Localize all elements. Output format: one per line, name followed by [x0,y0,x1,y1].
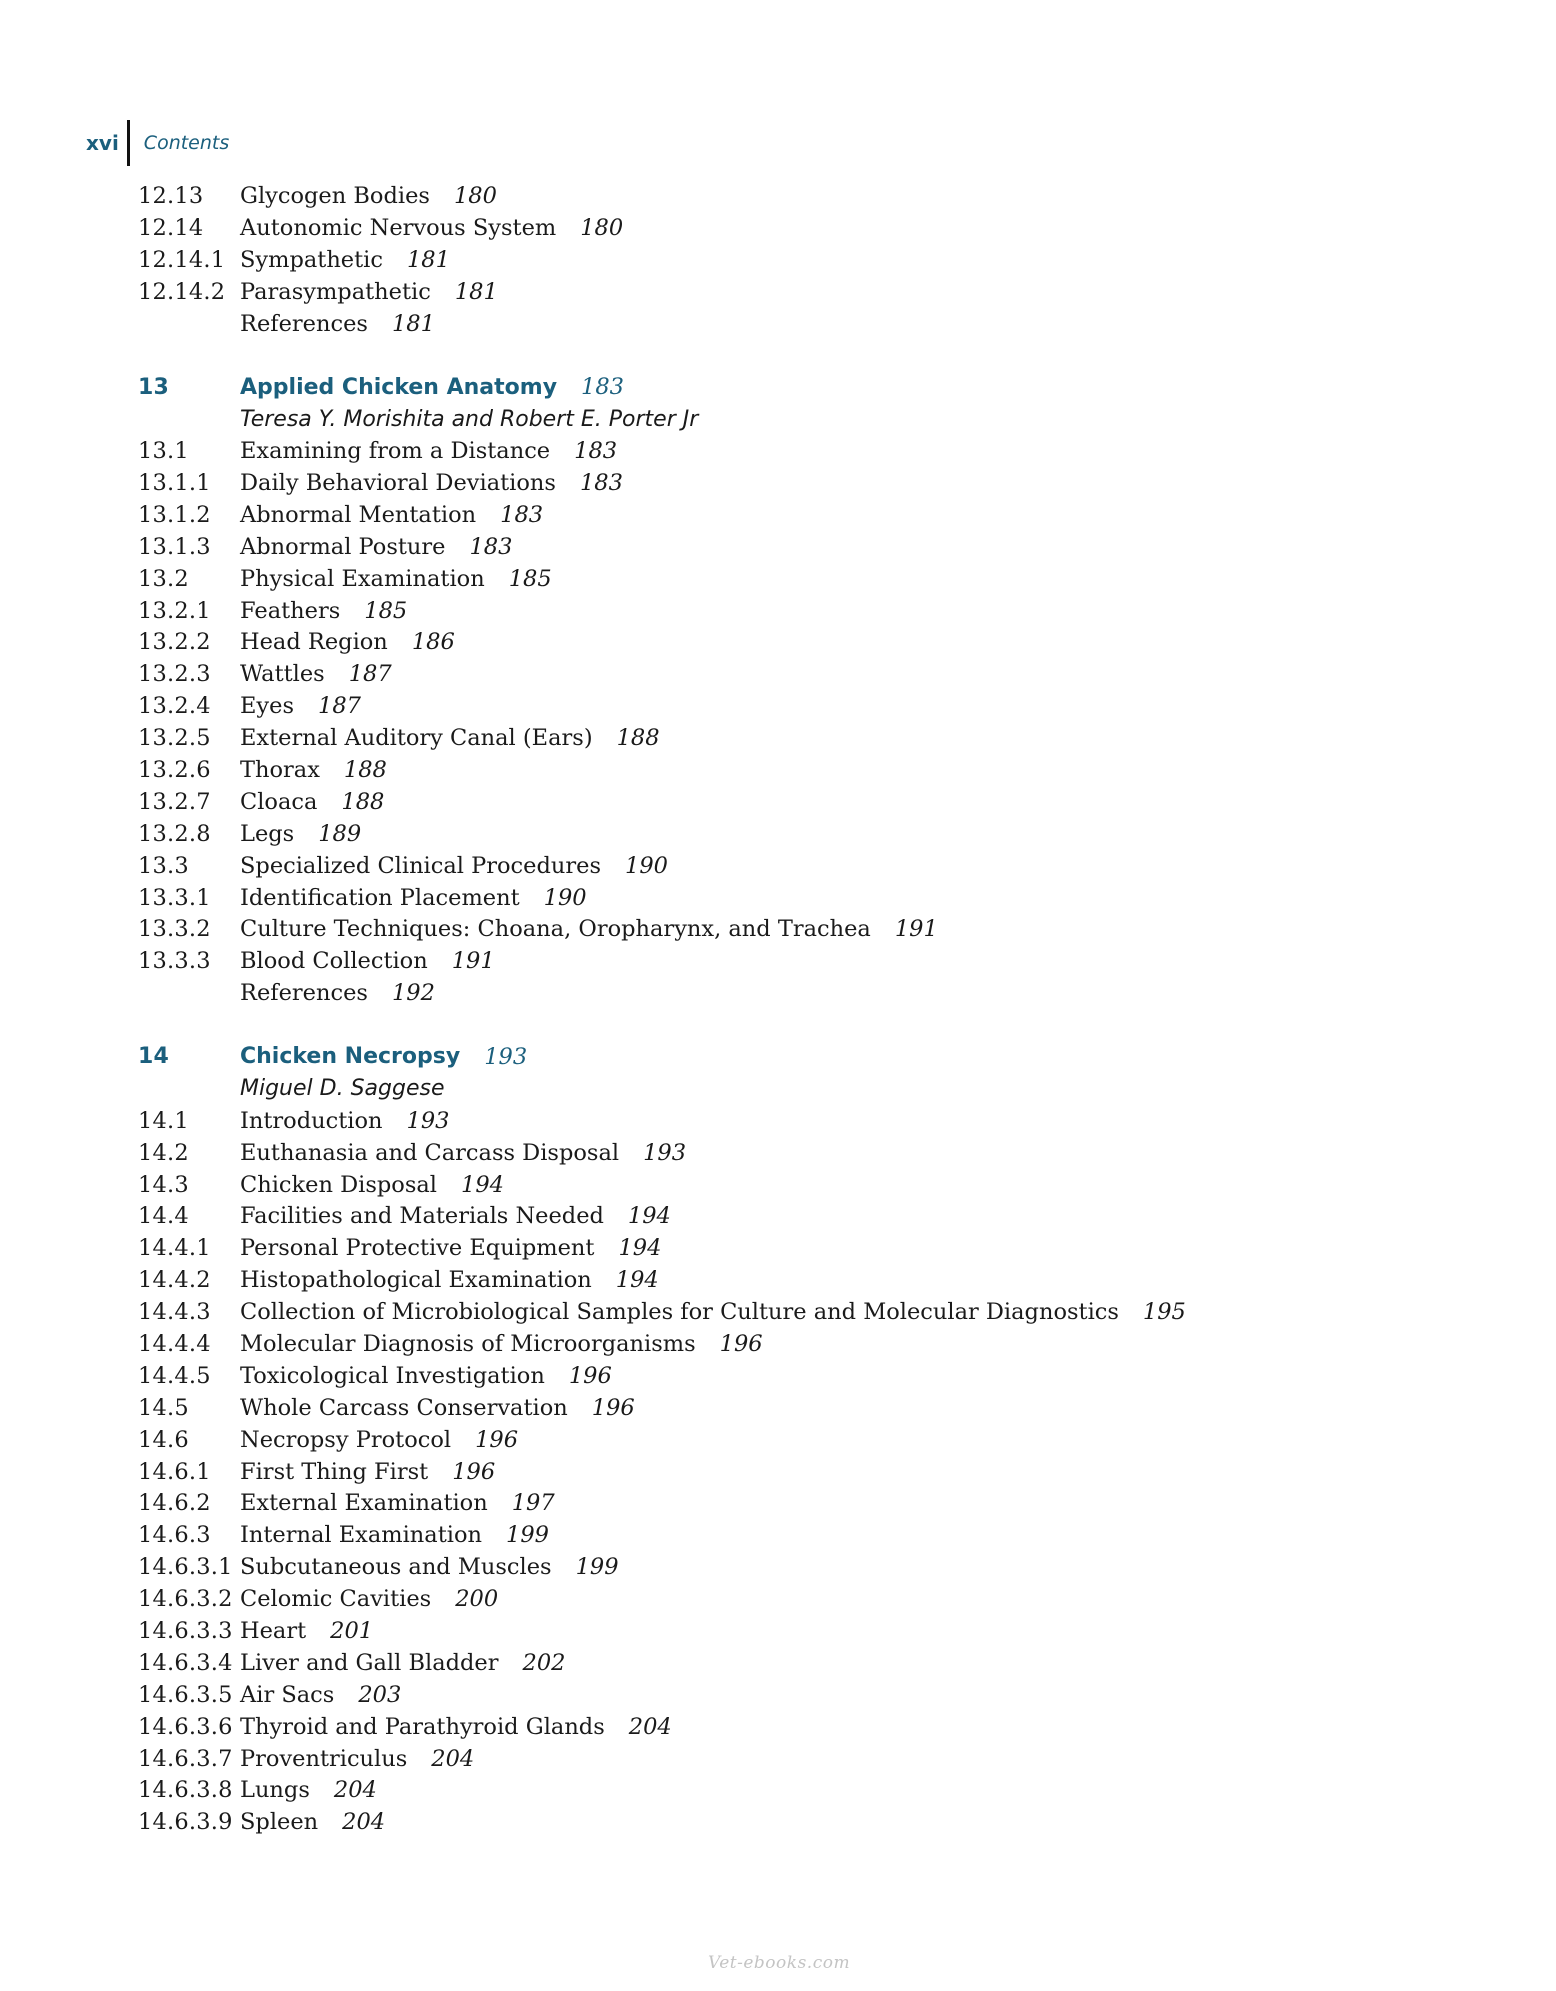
page-number: 194 [461,1171,504,1198]
page-number: 190 [543,884,587,911]
page-number: 204 [342,1809,386,1836]
toc-entry[interactable] [138,1232,1438,1264]
page-number: 181 [406,246,450,273]
section-title: Histopathological Examination [240,1267,592,1294]
toc-entry[interactable] [138,1488,1438,1520]
section-number: 13.2.6 [138,756,211,783]
watermark: Vet-ebooks.com [708,1953,851,1973]
page-number: 193 [406,1107,450,1134]
section-number: 13.2.3 [138,661,211,688]
table-of-contents [138,180,1438,1838]
section-title: Daily Behavioral Deviations [240,469,556,496]
section-title: Wattles [240,661,325,688]
toc-entry[interactable] [138,690,1438,722]
section-title: Sympathetic [240,246,383,273]
toc-entry[interactable] [138,1392,1438,1424]
page-number: 187 [318,693,361,720]
page-number: 188 [341,788,385,815]
section-title: Feathers [240,597,341,624]
toc-entry[interactable] [138,882,1438,914]
section-title: First Thing First [240,1458,429,1485]
toc-entry[interactable] [138,244,1438,276]
section-title: Lungs [240,1777,310,1804]
section-title: Abnormal Posture [240,533,446,560]
page-number: 185 [508,565,552,592]
toc-entry[interactable] [138,945,1438,977]
toc-entry[interactable] [138,1456,1438,1488]
section-title: Legs [240,820,295,847]
section-number: 14.6 [138,1426,189,1453]
toc-entry[interactable] [138,1647,1438,1679]
toc-entry[interactable] [138,1360,1438,1392]
section-number: 13.1.1 [138,469,211,496]
toc-entry[interactable] [138,1296,1438,1328]
toc-entry[interactable] [138,977,1438,1009]
section-number: 12.14.1 [138,246,226,273]
toc-entry[interactable] [138,435,1438,467]
section-title: Thyroid and Parathyroid Glands [240,1713,605,1740]
section-title: Blood Collection [240,948,428,975]
section-number: 14.6.2 [138,1490,211,1517]
section-title: Facilities and Materials Needed [240,1203,604,1230]
toc-entry[interactable] [138,531,1438,563]
toc-entry[interactable] [138,308,1438,340]
section-title: External Auditory Canal (Ears) [240,725,593,752]
section-number: 13.2.4 [138,693,211,720]
toc-entry[interactable] [138,1711,1438,1743]
section-title: References [240,980,368,1007]
section-number: 12.13 [138,182,204,209]
section-gap [138,339,1438,371]
page-number: 197 [511,1490,555,1517]
toc-entry[interactable] [138,595,1438,627]
section-title: Spleen [240,1809,319,1836]
toc-entry[interactable] [138,754,1438,786]
page-number: 181 [454,278,498,305]
section-title: Toxicological Investigation [240,1362,545,1389]
page-folio: xvi [86,131,119,155]
page-number: 183 [469,533,513,560]
toc-entry[interactable] [138,1424,1438,1456]
page-number: 186 [411,629,455,656]
toc-entry[interactable] [138,467,1438,499]
section-number: 14.3 [138,1171,189,1198]
section-number: 14.6.3.3 [138,1618,233,1645]
page-number: 199 [575,1554,619,1581]
page-number: 181 [391,310,435,337]
section-title: Heart [240,1618,307,1645]
section-number: 13.3 [138,852,189,879]
section-number: 14.1 [138,1107,189,1134]
section-title: Specialized Clinical Procedures [240,852,601,879]
section-number: 14.6.3.4 [138,1649,233,1676]
page-number: 196 [719,1331,763,1357]
toc-entry[interactable] [138,850,1438,882]
section-title: Autonomic Nervous System [240,214,557,241]
page-number: 183 [500,501,544,528]
section-title: Physical Examination [240,565,485,592]
section-number: 12.14.2 [138,278,226,305]
section-number: 13.2.1 [138,597,211,624]
toc-entry[interactable] [138,1201,1438,1233]
section-title: Abnormal Mentation [240,501,477,528]
toc-entry[interactable] [138,1679,1438,1711]
section-title: Necropsy Protocol [240,1426,452,1453]
section-number: 12.14 [138,214,204,241]
page-number: 196 [475,1426,519,1453]
page-number: 196 [591,1394,635,1421]
chapter-title: Applied Chicken Anatomy [240,374,558,400]
section-number: 14.6.3.8 [138,1777,233,1804]
chapter-number: 14 [138,1044,170,1070]
toc-entry[interactable] [138,1806,1438,1838]
authors-text: Miguel D. Saggese [240,1076,445,1102]
toc-entry[interactable] [138,913,1438,945]
page-number: 193 [643,1139,687,1166]
section-number: 14.6.3.6 [138,1713,233,1740]
section-number: 13.3.1 [138,884,211,911]
page-number: 194 [618,1235,662,1262]
toc-entry[interactable] [138,1169,1438,1201]
toc-entry[interactable] [138,786,1438,818]
running-head [86,120,229,166]
toc-entry[interactable] [138,1551,1438,1583]
section-number: 13.2.8 [138,820,211,847]
section-number: 14.5 [138,1394,189,1421]
section-number: 14.4.4 [138,1331,211,1357]
page-number: 204 [628,1713,672,1740]
section-title: References [240,310,368,337]
page-number: 188 [343,756,387,783]
section-number: 13.1 [138,438,189,465]
toc-entry[interactable] [138,1328,1438,1360]
chapter-authors [138,403,1438,435]
section-title: Euthanasia and Carcass Disposal [240,1139,620,1166]
section-number: 13.1.3 [138,533,211,560]
chapter-heading[interactable] [138,371,1438,403]
section-number: 14.4.3 [138,1299,211,1326]
section-title: Eyes [240,693,294,720]
chapter-title: Chicken Necropsy [240,1044,461,1070]
page-number: 200 [455,1586,499,1613]
section-title: Celomic Cavities [240,1586,432,1613]
page-number: 202 [522,1649,566,1676]
page-number: 183 [579,469,623,496]
section-title: Examining from a Distance [240,438,551,465]
section-number: 13.2 [138,565,189,592]
section-number: 13.3.2 [138,916,211,943]
section-number: 14.6.3 [138,1522,211,1549]
toc-entry[interactable] [138,563,1438,595]
page-number: 183 [574,438,618,465]
toc-entry[interactable] [138,658,1438,690]
section-number: 14.6.3.7 [138,1745,233,1772]
section-title: Personal Protective Equipment [240,1235,595,1262]
toc-entry[interactable] [138,818,1438,850]
section-title: Head Region [240,629,388,656]
toc-entry[interactable] [138,1743,1438,1775]
page-number: 195 [1142,1299,1186,1326]
section-number: 13.2.5 [138,725,211,752]
page-number: 196 [452,1458,496,1485]
toc-entry[interactable] [138,626,1438,658]
section-title: Subcutaneous and Muscles [240,1554,552,1581]
section-title: Whole Carcass Conservation [240,1394,568,1421]
toc-entry[interactable] [138,1519,1438,1551]
section-title: Parasympathetic [240,278,431,305]
page-number: 190 [625,852,668,879]
section-title: Proventriculus [240,1745,408,1772]
section-number: 13.1.2 [138,501,211,528]
section-title: Glycogen Bodies [240,182,430,209]
section-number: 14.2 [138,1139,189,1166]
toc-entry[interactable] [138,1105,1438,1137]
page-number: 201 [330,1618,374,1645]
section-number: 14.6.3.2 [138,1586,233,1613]
page-number: 180 [580,214,624,241]
section-number: 14.4 [138,1203,189,1230]
page-number: 192 [391,980,435,1007]
section-number: 14.4.1 [138,1235,211,1262]
toc-entry[interactable] [138,1583,1438,1615]
page-number: 194 [627,1203,671,1230]
chapter-authors [138,1073,1438,1105]
section-number: 14.4.2 [138,1267,211,1294]
section-number: 14.6.3.9 [138,1809,233,1836]
page-number: 203 [358,1681,402,1708]
page-number: 187 [348,661,392,688]
section-number: 14.6.1 [138,1458,211,1485]
toc-entry[interactable] [138,276,1438,308]
page-number: 189 [318,820,362,847]
section-title: Molecular Diagnosis of Microorganisms [240,1331,696,1357]
toc-entry[interactable] [138,180,1438,212]
toc-entry[interactable] [138,1137,1438,1169]
chapter-number: 13 [138,374,170,400]
toc-entry[interactable] [138,499,1438,531]
section-number: 13.2.7 [138,788,211,815]
section-title: Cloaca [240,788,318,815]
page-number: 199 [506,1522,549,1549]
section-title: Identification Placement [240,884,520,911]
page-number: 183 [581,374,624,401]
page-number: 180 [453,182,497,209]
section-number: 13.3.3 [138,948,211,975]
toc-entry[interactable] [138,722,1438,754]
page-number: 185 [364,597,408,624]
section-title: Culture Techniques: Choana, Oropharynx, and Trachea [240,916,871,943]
page-number: 193 [484,1043,528,1070]
page-number: 204 [431,1745,475,1772]
section-title: Thorax [240,756,320,783]
toc-entry[interactable] [138,1775,1438,1807]
section-title: Collection of Microbiological Samples for Culture and Molecular Diagnostics [240,1299,1119,1326]
toc-entry[interactable] [138,212,1438,244]
page-number: 204 [333,1777,377,1804]
chapter-heading[interactable] [138,1041,1438,1073]
section-number: 14.6.3.1 [138,1554,233,1581]
page-number: 196 [568,1362,612,1389]
section-title: Introduction [240,1107,383,1134]
page-number: 194 [615,1267,659,1294]
authors-text: Teresa Y. Morishita and Robert E. Porter Jr [240,406,699,432]
section-title: External Examination [240,1490,488,1517]
section-gap [138,1009,1438,1041]
page-number: 188 [616,725,660,752]
section-title: Air Sacs [240,1681,335,1708]
section-number: 14.4.5 [138,1362,211,1389]
section-number: 13.2.2 [138,629,211,656]
section-number: 14.6.3.5 [138,1681,233,1708]
running-head-title: Contents [143,132,230,154]
section-title: Liver and Gall Bladder [240,1649,499,1676]
section-title: Chicken Disposal [240,1171,437,1198]
section-title: Internal Examination [240,1522,482,1549]
page-number: 191 [451,948,495,975]
toc-entry[interactable] [138,1264,1438,1296]
page-number: 191 [894,916,938,943]
toc-entry[interactable] [138,1615,1438,1647]
